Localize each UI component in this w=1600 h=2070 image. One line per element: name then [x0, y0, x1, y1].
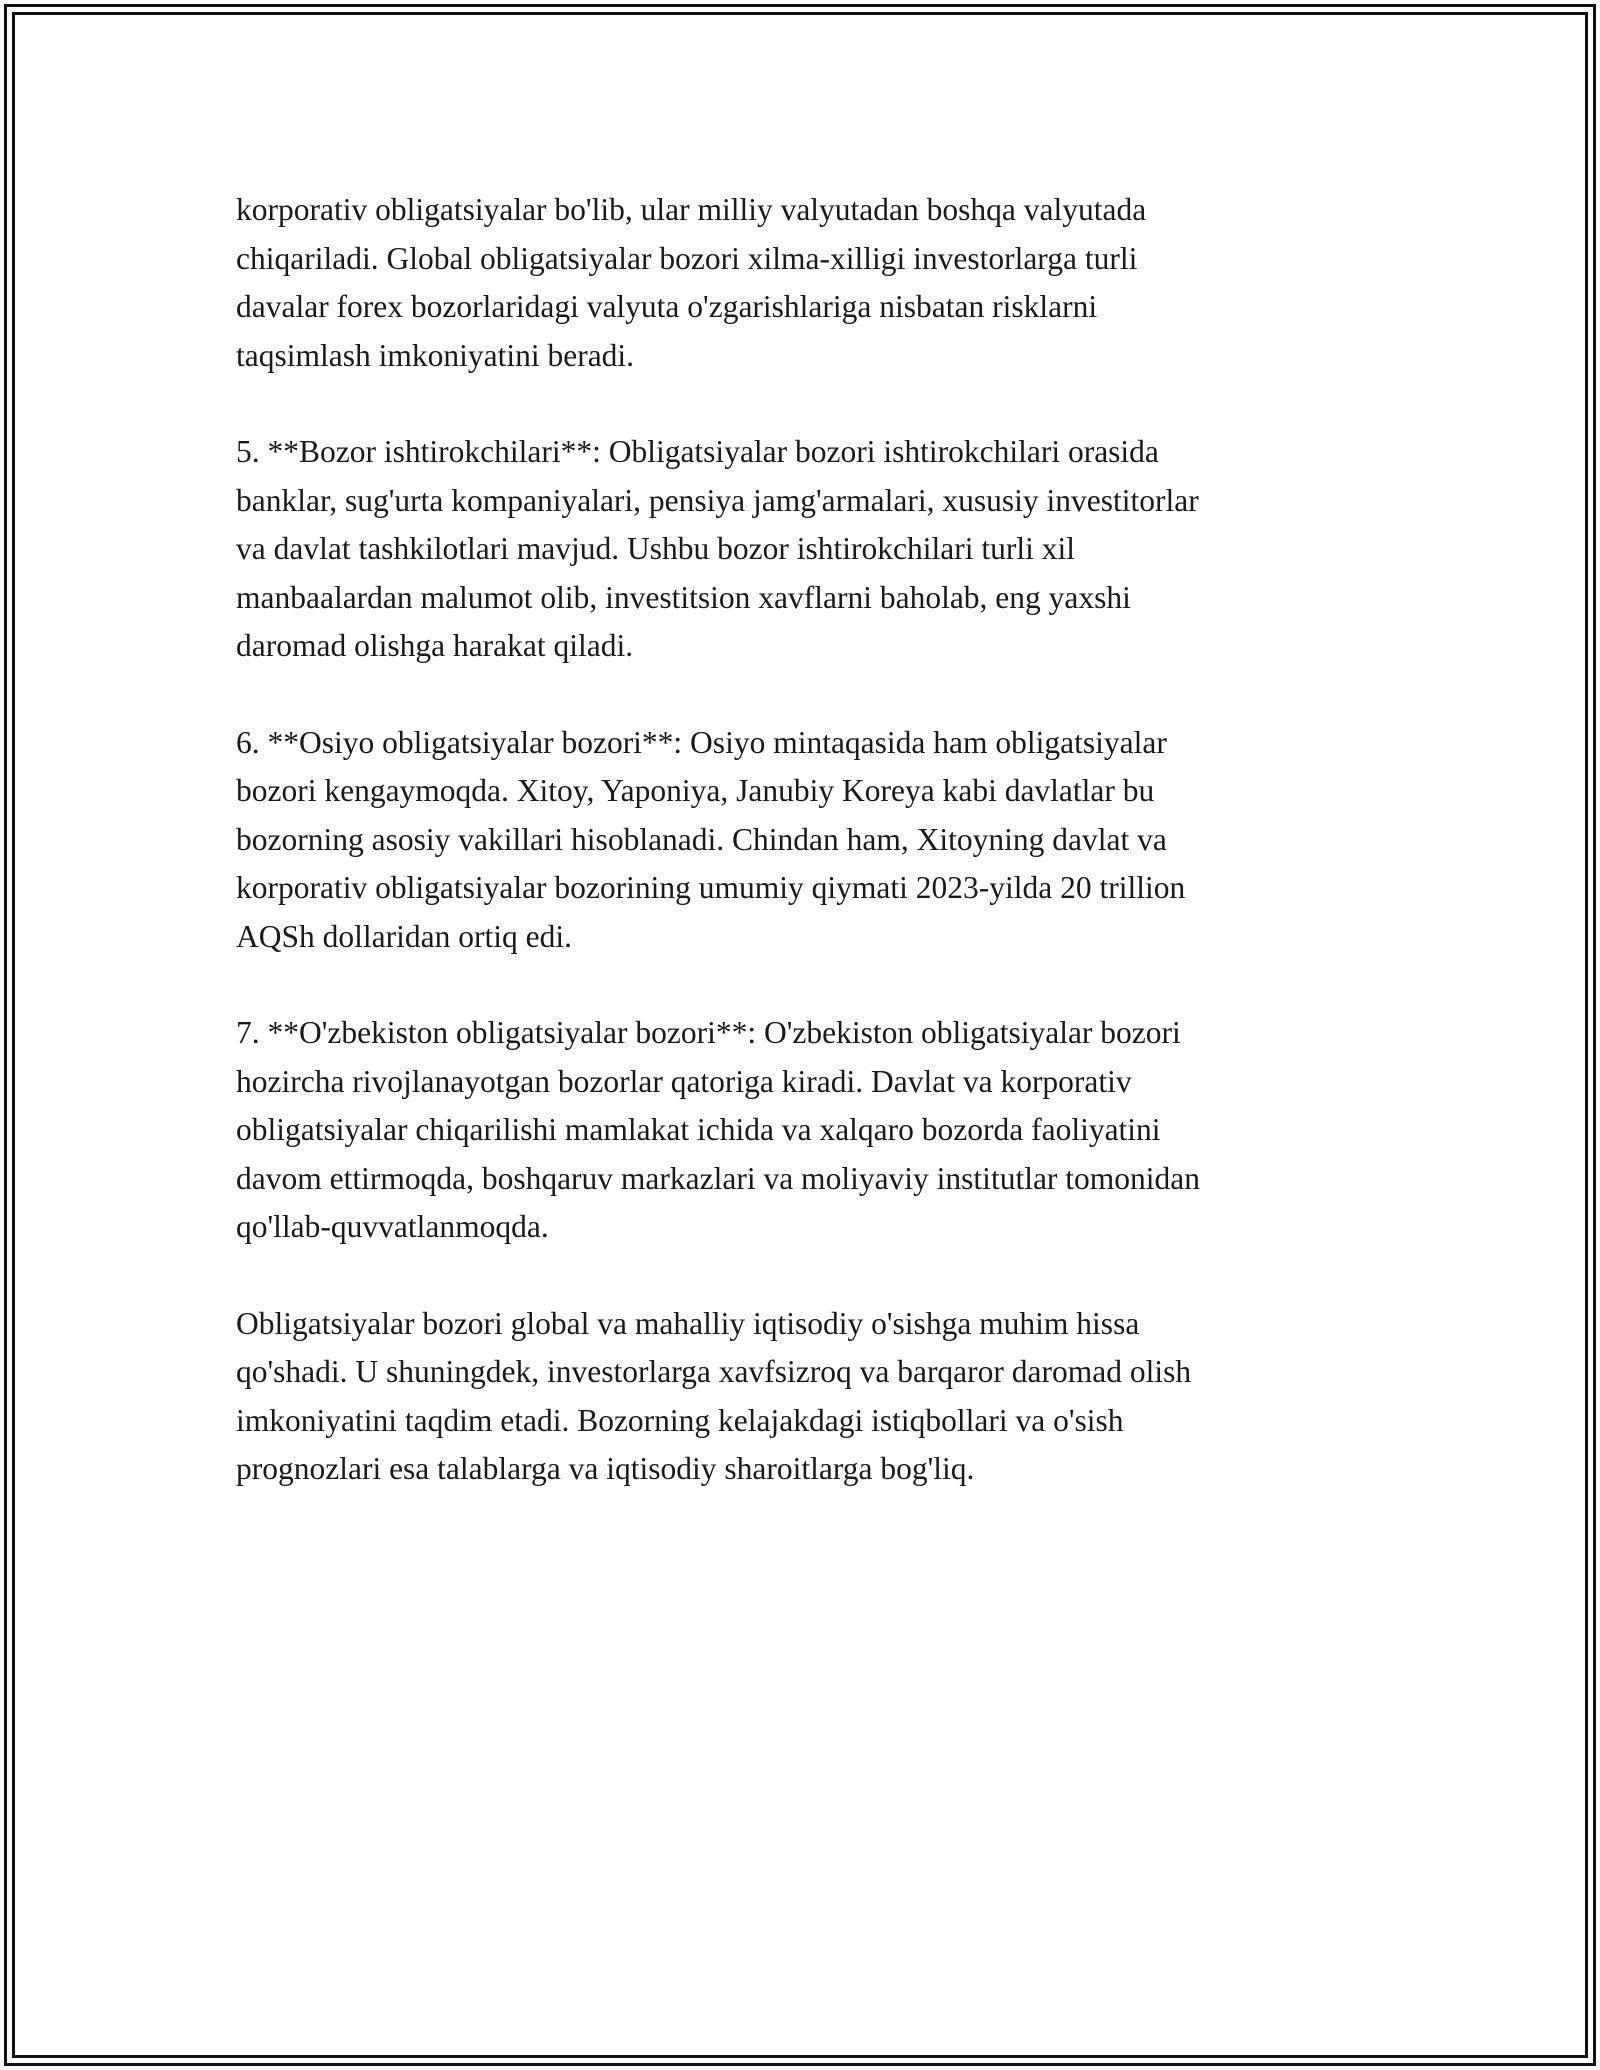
text-line: korporativ obligatsiyalar bozorining umumiy qiymati 2023-yilda 20 trillion [236, 870, 1186, 905]
text-line: chiqariladi. Global obligatsiyalar bozori xilma-xilligi investorlarga turli [236, 240, 1138, 276]
paragraph-uzbekistan-bond-market [236, 1009, 1376, 1252]
text-line: Obligatsiyalar bozori global va mahalliy iqtisodiy o'sishga muhim hissa [236, 1305, 1140, 1341]
document-body [236, 186, 1376, 1542]
text-line: qo'llab-quvvatlanmoqda. [236, 1209, 549, 1244]
text-line: daromad olishga harakat qiladi. [236, 628, 634, 663]
paragraph-conclusion [236, 1300, 1376, 1494]
text-line: imkoniyatini taqdim etadi. Bozorning kelajakdagi istiqbollari va o'sish [236, 1402, 1124, 1438]
paragraph-global-bonds [236, 186, 1376, 380]
text-line: hozircha rivojlanayotgan bozorlar qatoriga kiradi. Davlat va korporativ [236, 1063, 1132, 1099]
text-line: 7. **O'zbekiston obligatsiyalar bozori**: O'zbekiston obligatsiyalar bozori [236, 1015, 1181, 1050]
text-line: manbaalardan malumot olib, investitsion xavflarni baholab, eng yaxshi [236, 579, 1131, 615]
text-line: 5. **Bozor ishtirokchilari**: Obligatsiyalar bozori ishtirokchilari orasida [236, 434, 1159, 469]
text-line: taqsimlash imkoniyatini beradi. [236, 337, 635, 373]
paragraph-market-participants [236, 428, 1376, 671]
text-line: banklar, sug'urta kompaniyalari, pensiya jamg'armalari, xususiy investitorlar [236, 482, 1199, 518]
text-line: davalar forex bozorlaridagi valyuta o'zgarishlariga nisbatan risklarni [236, 289, 1098, 324]
text-line: korporativ obligatsiyalar bo'lib, ular milliy valyutadan boshqa valyutada [236, 192, 1147, 227]
text-line: va davlat tashkilotlari mavjud. Ushbu bozor ishtirokchilari turli xil [236, 531, 1075, 566]
text-line: obligatsiyalar chiqarilishi mamlakat ichida va xalqaro bozorda faoliyatini [236, 1112, 1161, 1147]
text-line: davom ettirmoqda, boshqaruv markazlari va moliyaviy institutlar tomonidan [236, 1160, 1201, 1196]
text-line: prognozlari esa talablarga va iqtisodiy sharoitlarga bog'liq. [236, 1451, 975, 1486]
text-line: AQSh dollaridan ortiq edi. [236, 918, 572, 954]
text-line: bozori kengaymoqda. Xitoy, Yaponiya, Janubiy Koreya kabi davlatlar bu [236, 773, 1155, 808]
paragraph-asia-bond-market [236, 719, 1376, 962]
text-line: 6. **Osiyo obligatsiyalar bozori**: Osiyo mintaqasida ham obligatsiyalar [236, 724, 1167, 760]
text-line: qo'shadi. U shuningdek, investorlarga xavfsizroq va barqaror daromad olish [236, 1354, 1192, 1389]
text-line: bozorning asosiy vakillari hisoblanadi. Chindan ham, Xitoyning davlat va [236, 821, 1167, 857]
